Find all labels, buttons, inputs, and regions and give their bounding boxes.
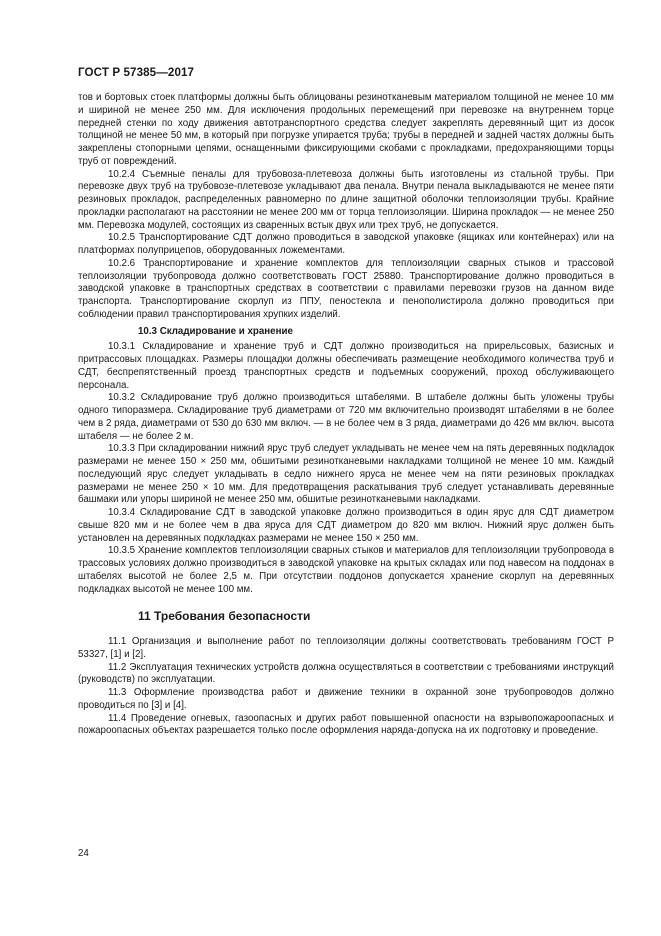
- clause-number: 10.2.5: [108, 232, 136, 244]
- paragraph-10-3-3: [78, 443, 614, 507]
- paragraph-text: Транспортирование и хранение комплектов для теплоизоляции сварных стыков и трассовой теплоизоляции трубопровода должно соответствовать ГОСТ 25880. Транспортирование должно проводиться в заводской упаковке в транспортных средствах в соответствии с правилами перевозки грузов на данном виде транспорта. Транспортирование скорлуп из ППУ, пеностекла и пенополистирола должно проводиться при соблюдении правил транспортирования хрупких изделий.: [78, 257, 614, 320]
- clause-number: 10.3.5: [108, 545, 136, 557]
- clause-number: 11.3: [108, 687, 127, 698]
- paragraph-11-3: [78, 687, 614, 713]
- paragraph-10-2-4: [78, 169, 614, 233]
- subsection-title: Складирование и хранение: [159, 325, 293, 337]
- section-title: Требования безопасности: [154, 609, 311, 624]
- paragraph-continuation: [78, 92, 614, 169]
- paragraph-text: Хранение комплектов теплоизоляции сварных стыков и материалов для теплоизоляции трубопровода в трассовых условиях должно производиться в заводской упаковке на крытых складах или под навесом на поддонах в штабелях высотой не более 2,5 м. При отсутствии поддонов допускается хранение скорлуп на деревянных подкладках высотой не менее 100 мм.: [78, 545, 614, 595]
- paragraph-10-3-4: [78, 507, 614, 545]
- paragraph-text: Оформление производства работ и движение техники в охранной зоне трубопроводов должно проводиться по [3] и [4].: [78, 687, 614, 711]
- clause-number: 10.2.4: [108, 168, 136, 180]
- paragraph-10-2-5: [78, 232, 614, 258]
- clause-number: 10.3.1: [108, 341, 136, 353]
- paragraph-text: Эксплуатация технических устройств должна осуществляться в соответствии с требованиями инструкций (руководств) по эксплуатации.: [78, 661, 614, 686]
- paragraph-text: Съемные пеналы для трубовоза-плетевоза должны быть изготовлены из стальной трубы. При перевозке двух труб на трубовозе-плетевозе укладывают два пенала. Внутри пенала выкладываются не менее пяти резиновых прокладок, распределенных равномерно по длине защитной оболочки теплоизоляции трубы. Крайние прокладки располагают на расстоянии не менее 200 мм от торца теплоизоляции. Ширина прокладок — не менее 250 мм. Перевозка модулей, состоящих из сваренных встык двух или трех труб, не допускается.: [78, 168, 614, 231]
- clause-number: 10.3.4: [108, 507, 136, 518]
- subsection-heading: [78, 326, 614, 339]
- clause-number: 10.3.3: [108, 443, 136, 455]
- section-heading: [78, 610, 614, 623]
- paragraph-text: При складировании нижний ярус труб следует укладывать не менее чем на пять деревянных подкладок размерами не менее 150 × 250 мм, обшитыми резинотканевыми накладками толщиной не менее 10 мм. Каждый последующий ярус следует укладывать в седло нижнего яруса не менее чем на пяти резиновых прокладках размерами не менее 250 × 10 мм. Для предотвращения раскатывания труб следует устанавливать деревянные башмаки или упоры шириной не менее 250 мм, обшитые резинотканевыми накладками.: [78, 443, 614, 506]
- paragraph-text: Складирование и хранение труб и СДТ должно производиться на прирельсовых, базисных и притрассовых площадках. Размеры площадки должны обеспечивать размещение необходимого количества труб и СДТ, беспрепятственный проезд транспортных средств и подъемных сооружений, проход обслуживающего персонала.: [78, 341, 614, 391]
- paragraph-text: Организация и выполнение работ по теплоизоляции должны соответствовать требованиям ГОСТ Р 53327, [1] и [2].: [78, 636, 614, 660]
- clause-number: 11.1: [108, 636, 127, 647]
- paragraph-10-2-6: [78, 258, 614, 322]
- clause-number: 10.2.6: [108, 257, 136, 269]
- clause-number: 10.3.2: [108, 392, 136, 404]
- document-body: [78, 92, 614, 738]
- paragraph-text: Складирование труб должно производиться штабелями. В штабеле должны быть уложены трубы одного типоразмера. Складирование труб диаметрами от 720 мм включительно производят штабелями в не более чем в 2 ряда, диаметрами от 530 до 630 мм включ. — в не более чем в 3 ряда, диаметрами до 426 мм включ. высота штабеля — не более 2 м.: [78, 392, 614, 442]
- paragraph-11-1: [78, 636, 614, 662]
- clause-number: 11.2: [108, 661, 127, 673]
- subsection-number: 10.3: [138, 325, 157, 337]
- document-header: ГОСТ Р 57385—2017: [78, 66, 195, 79]
- clause-number: 11.4: [108, 712, 127, 724]
- paragraph-10-3-5: [78, 545, 614, 596]
- paragraph-text: тов и бортовых стоек платформы должны быть облицованы резинотканевым материалом толщиной не менее 10 мм и шириной не менее 250 мм. Для исключения продольных перемещений при перевозке на внутреннем торце передней стенки по ходу движения автотранспортного средства следует закреплять деревянный щит из досок толщиной не менее 50 мм, в который при погрузке упирается труба; трубы в передней и задней частях должны быть закреплены стопорными цепями, оснащенными фиксирующими скобами с прокладками, предохраняющими торцы труб от повреждений.: [78, 92, 614, 167]
- paragraph-text: Складирование СДТ в заводской упаковке должно производиться в один ярус для СДТ диаметром свыше 820 мм и не более чем в два яруса для СДТ диаметром до 820 мм включ. Нижний ярус должен быть установлен на деревянных подкладках размерами не менее 150 × 250 мм.: [78, 507, 614, 544]
- paragraph-10-3-2: [78, 392, 614, 443]
- paragraph-10-3-1: [78, 341, 614, 392]
- page-number: 24: [78, 848, 89, 859]
- section-number: 11: [138, 609, 151, 624]
- paragraph-11-2: [78, 662, 614, 688]
- paragraph-text: Проведение огневых, газоопасных и других работ повышенной опасности на взрывопожароопасных и пожароопасных объектах разрешается только после оформления наряда-допуска на их подготовку и проведение.: [78, 712, 614, 737]
- paragraph-text: Транспортирование СДТ должно проводиться в заводской упаковке (ящиках или контейнерах) или на платформах полуприцепов, оборудованных ложементами.: [78, 232, 614, 256]
- paragraph-11-4: [78, 713, 614, 739]
